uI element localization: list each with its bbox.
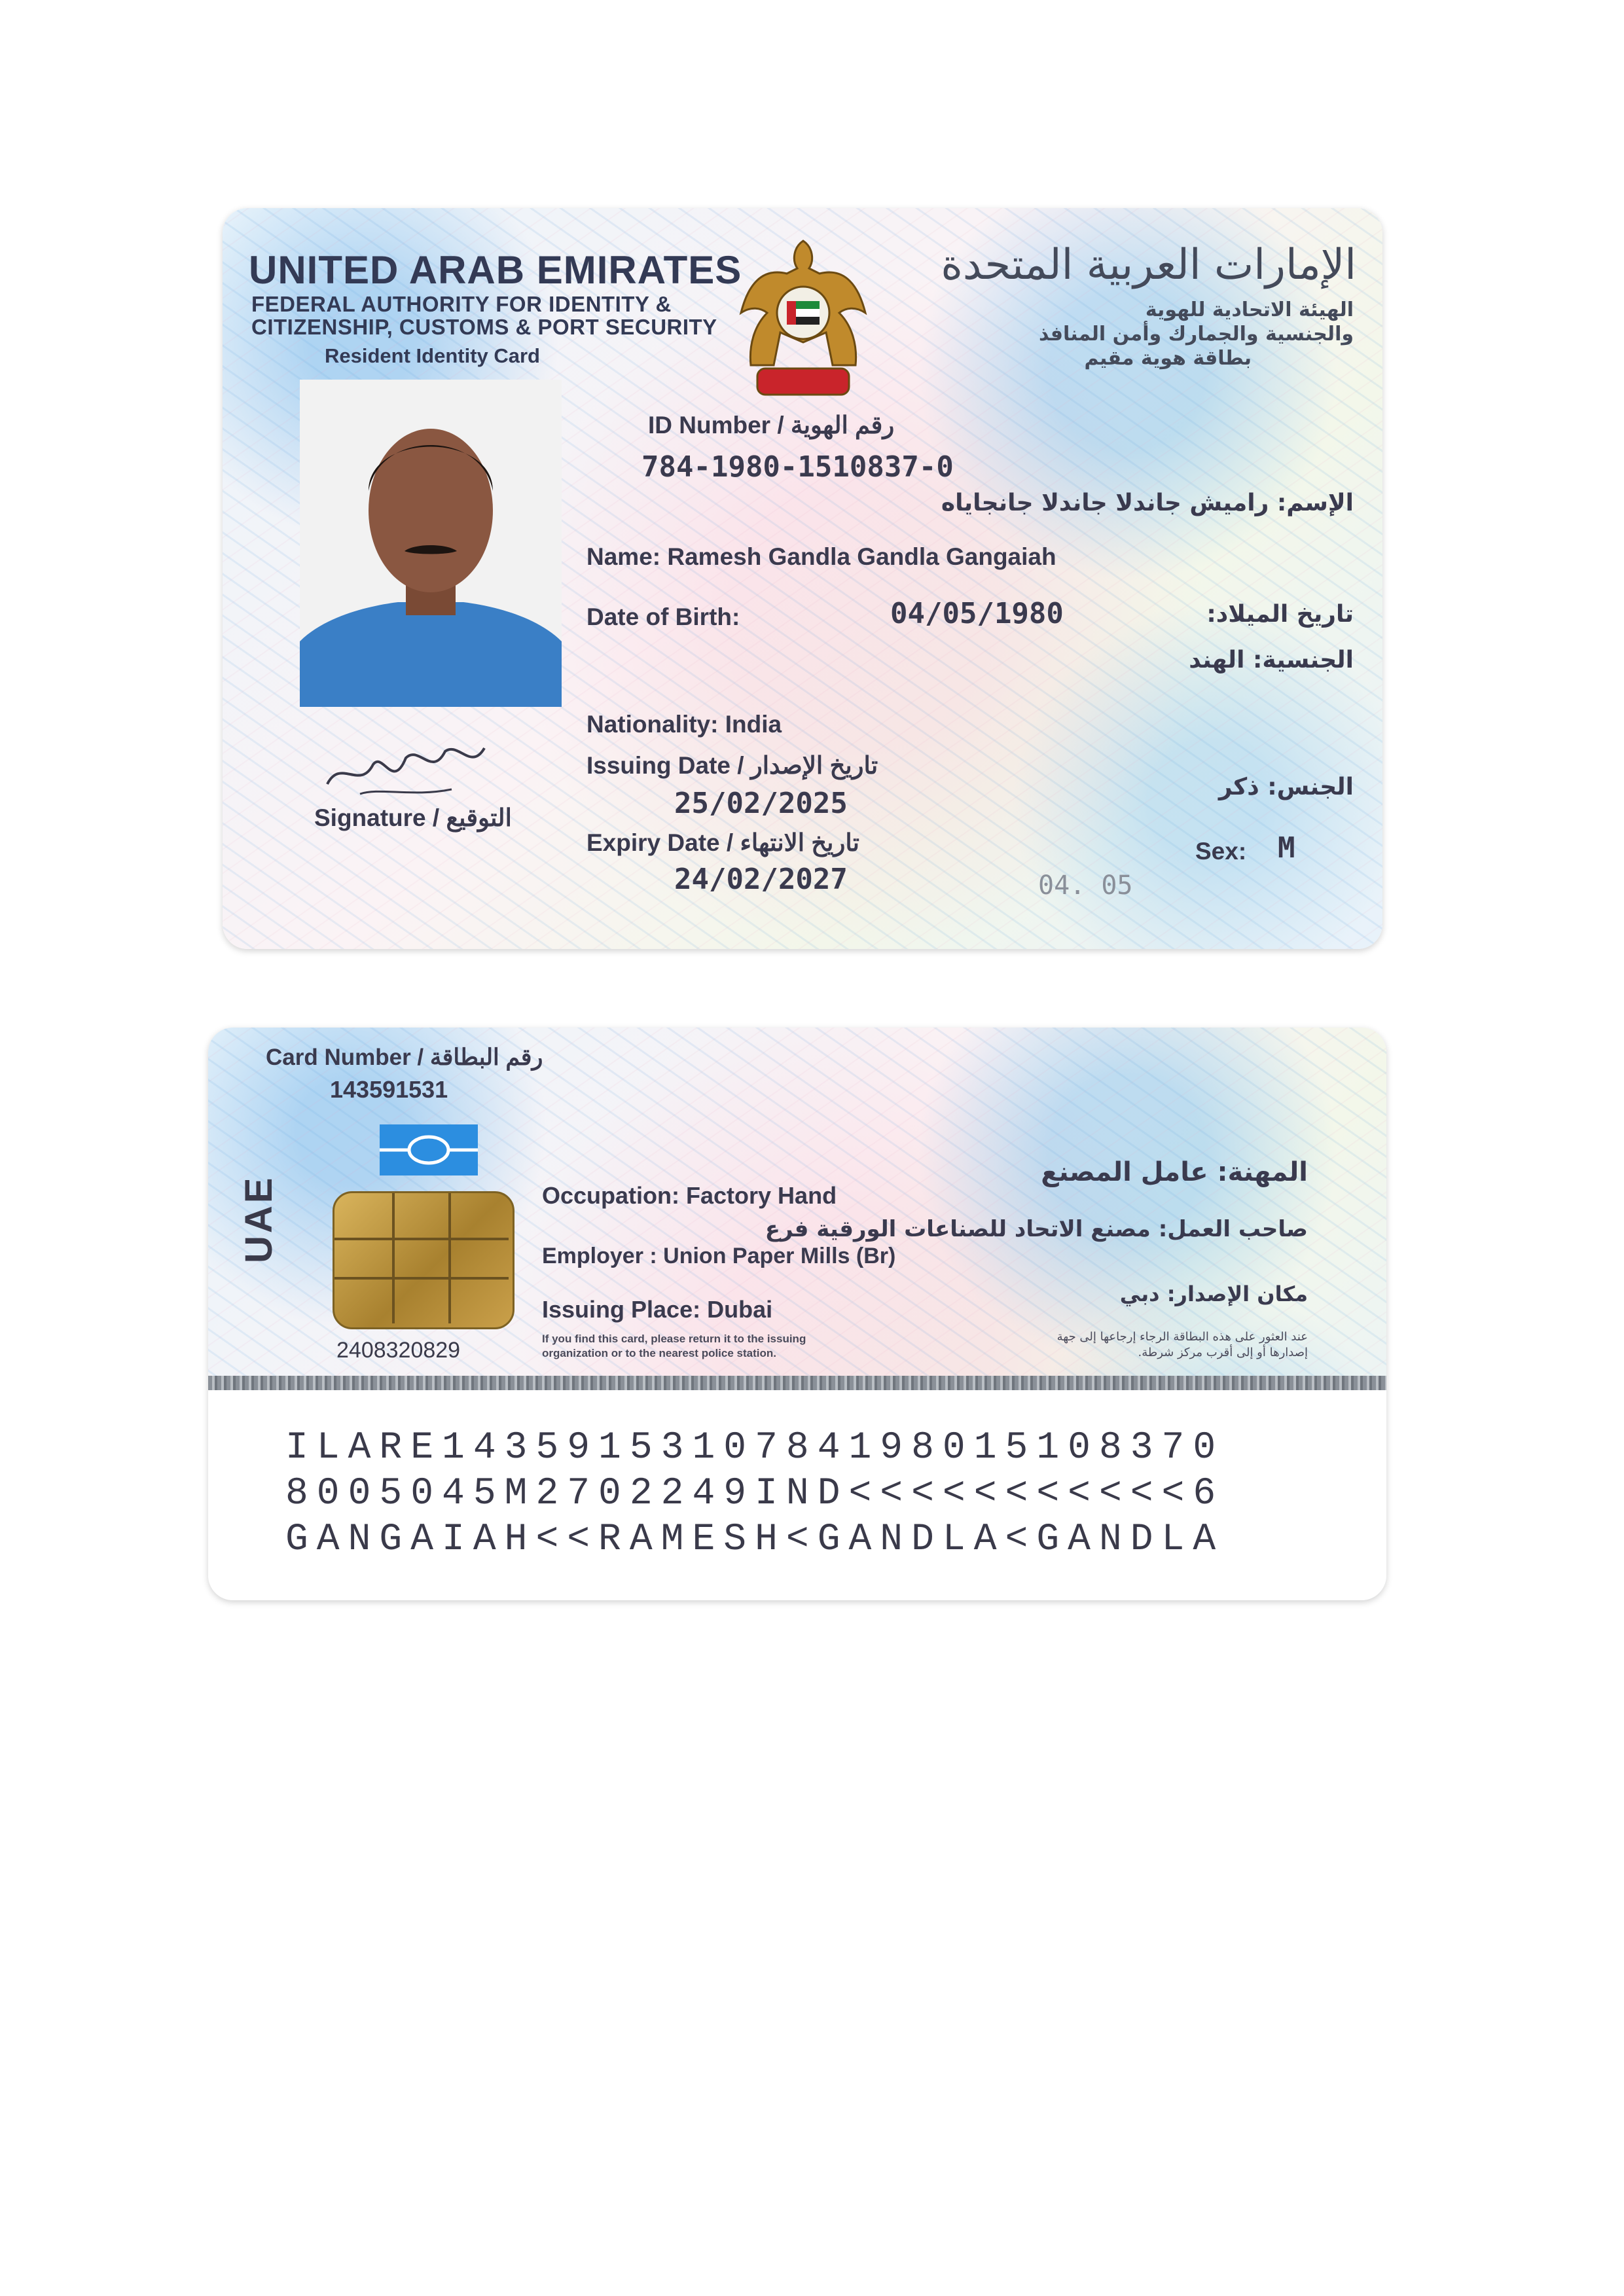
authority-line-2: CITIZENSHIP, CUSTOMS & PORT SECURITY <box>251 315 717 339</box>
card-type-en: Resident Identity Card <box>325 344 540 367</box>
authority-line-1: FEDERAL AUTHORITY FOR IDENTITY & <box>251 292 672 316</box>
card-type-ar: بطاقة هوية مقيم <box>1084 347 1252 370</box>
issuing-date-value: 25/02/2025 <box>674 787 848 820</box>
issuing-place-ar: مكان الإصدار: دبي <box>1119 1282 1308 1306</box>
authority-ar-line-2: والجنسية والجمارك وأمن المنافذ <box>1039 323 1354 346</box>
security-strip <box>208 1376 1386 1390</box>
issuing-place-en: Issuing Place: Dubai <box>542 1296 773 1323</box>
dob-label: Date of Birth: <box>586 603 740 630</box>
dob-label-ar: تاريخ الميلاد: <box>1206 601 1354 628</box>
return-note-ar-1: عند العثور على هذه البطاقة الرجاء إرجاعها إلى جهة <box>1056 1330 1308 1344</box>
mrz-line-3: GANGAIAH<<RAMESH<GANDLA<GANDLA <box>285 1518 1225 1561</box>
return-note-en-2: organization or to the nearest police station. <box>542 1347 776 1359</box>
id-card-front <box>223 208 1382 949</box>
signature-mark <box>321 732 491 804</box>
chip-number: 2408320829 <box>336 1338 461 1363</box>
occupation-en: Occupation: Factory Hand <box>542 1182 837 1209</box>
contactless-icon <box>380 1124 478 1175</box>
expiry-date-value: 24/02/2027 <box>674 863 848 896</box>
sex-value: M <box>1278 831 1295 865</box>
sex-label: Sex: <box>1195 838 1247 865</box>
card-small-code: 04. 05 <box>1038 870 1133 901</box>
nationality-en: Nationality: India <box>586 711 782 738</box>
name-ar: الإسم: راميش جاندلا جاندلا جانجاياه <box>941 490 1354 516</box>
holder-photo <box>300 380 562 707</box>
employer-en: Employer : Union Paper Mills (Br) <box>542 1244 896 1268</box>
card-number-value: 143591531 <box>330 1076 448 1103</box>
id-number-label: ID Number / رقم الهوية <box>648 412 895 439</box>
employer-ar: صاحب العمل: مصنع الاتحاد للصناعات الورقية فرع <box>765 1216 1308 1242</box>
sex-ar: الجنس: ذكر <box>1218 774 1354 800</box>
occupation-ar: المهنة: عامل المصنع <box>1041 1157 1308 1187</box>
return-note-ar-2: إصدارها أو إلى أقرب مركز شرطة. <box>1138 1346 1308 1359</box>
nationality-ar: الجنسية: الهند <box>1189 647 1354 673</box>
country-name-ar: الإمارات العربية المتحدة <box>941 241 1356 289</box>
card-number-label: Card Number / رقم البطاقة <box>266 1045 543 1070</box>
id-card-back <box>208 1028 1386 1600</box>
expiry-date-label: Expiry Date / تاريخ الانتهاء <box>586 829 859 856</box>
name-en: Name: Ramesh Gandla Gandla Gangaiah <box>586 543 1056 570</box>
return-note-en-1: If you find this card, please return it to the issuing <box>542 1333 806 1345</box>
country-name-en: UNITED ARAB EMIRATES <box>249 248 742 292</box>
smart-chip-icon <box>333 1191 514 1329</box>
dob-value: 04/05/1980 <box>890 597 1064 630</box>
authority-ar-line-1: الهيئة الاتحادية للهوية <box>1145 298 1354 321</box>
uae-vertical-label: UAE <box>238 1175 280 1263</box>
mrz-line-1: ILARE1435915310784198015108370 <box>285 1427 1225 1469</box>
id-number-value: 784-1980-1510837-0 <box>641 450 954 484</box>
mrz-line-2: 8005045M2702249IND<<<<<<<<<<<6 <box>285 1473 1225 1515</box>
issuing-date-label: Issuing Date / تاريخ الإصدار <box>586 752 878 779</box>
uae-falcon-emblem-icon <box>734 234 872 414</box>
signature-label: Signature / التوقيع <box>314 804 512 831</box>
